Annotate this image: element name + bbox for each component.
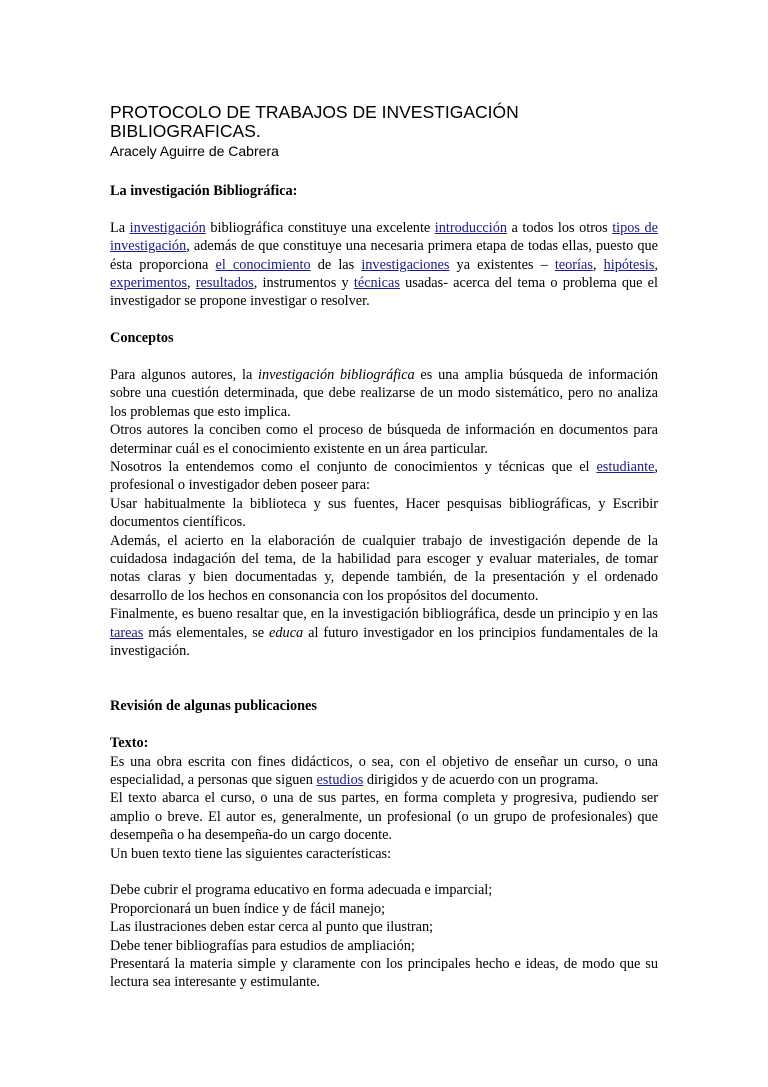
document-title-line-1: PROTOCOLO DE TRABAJOS DE INVESTIGACIÓN xyxy=(110,102,519,122)
link-tareas[interactable]: tareas xyxy=(110,624,144,641)
link-teorias[interactable]: teorías xyxy=(554,256,593,273)
link-tecnicas[interactable]: técnicas xyxy=(353,275,400,292)
link-estudiante[interactable]: estudiante xyxy=(596,459,655,476)
subheading-texto: Texto: xyxy=(110,735,149,752)
paragraph-conceptos-2: Otros autores la conciben como el proceso de búsqueda de información en documentos para determinar cuál es el conocimiento existente en un área particular. xyxy=(110,422,658,457)
text-span: , instrumentos y xyxy=(253,275,354,292)
paragraph-conceptos-4: Usar habitualmente la biblioteca y sus fuentes, Hacer pesquisas bibliográficas, y Escribir documentos científicos. xyxy=(110,495,658,531)
text-span: al futuro investigador en los principios fundamentales de la investigación. xyxy=(110,624,658,660)
link-introduccion[interactable]: introducción xyxy=(434,219,508,236)
link-resultados[interactable]: resultados xyxy=(195,275,254,292)
text-span: a todos los otros xyxy=(507,219,613,236)
link-estudios[interactable]: estudios xyxy=(316,771,364,788)
list-item: Debe tener bibliografías para estudios de ampliación; xyxy=(110,937,415,954)
text-span: Es una obra escrita con fines didácticos, o sea, con el objetivo de enseñar un curso, o una especialidad, a personas que siguen xyxy=(110,753,658,788)
text-span: , profesional o investigador deben poseer para: xyxy=(110,459,658,494)
text-span: ya existentes – xyxy=(449,256,555,273)
link-investigaciones[interactable]: investigaciones xyxy=(361,256,450,273)
paragraph-texto-2: El texto abarca el curso, o una de sus partes, en forma completa y progresiva, pudiendo ser amplio o breve. El autor es, generalmente, un profesional (o un grupo de profesionales) que desempeña o ha desempeña-do un cargo docente. xyxy=(110,790,658,844)
text-span: más elementales, se xyxy=(143,624,270,641)
text-span: , además de que constituye una necesaria primera etapa de todas ellas, puesto que ésta proporciona xyxy=(110,238,658,273)
document-page xyxy=(110,103,658,992)
paragraph-texto-3: Un buen texto tiene las siguientes características: xyxy=(110,845,392,862)
emphasis-educa: educa xyxy=(269,624,304,641)
link-hipotesis[interactable]: hipótesis xyxy=(603,256,655,273)
list-item: Las ilustraciones deben estar cerca al punto que ilustran; xyxy=(110,919,434,936)
text-span: usadas- acerca del tema o problema que el investigador se propone investigar o resolver. xyxy=(110,275,659,310)
document-title-line-2: BIBLIOGRAFICAS. xyxy=(110,121,261,141)
text-span: La xyxy=(110,219,130,236)
list-item: Proporcionará un buen índice y de fácil manejo; xyxy=(110,900,386,917)
list-item-last: Presentará la materia simple y claramente con los principales hecho e ideas, de modo que su lectura sea interesante y estimulante. xyxy=(110,955,658,991)
title-block xyxy=(110,103,658,160)
document-body xyxy=(110,160,658,992)
text-span: es una amplia búsqueda de información sobre una cuestión determinada, que debe realizarse de un modo sistemático, pero no analiza los problemas que esto implica. xyxy=(110,367,658,420)
text-span: , xyxy=(654,256,658,273)
link-el-conocimiento[interactable]: el conocimiento xyxy=(215,256,311,273)
link-investigacion[interactable]: investigación xyxy=(129,219,206,236)
link-tipos-de-investigacion[interactable]: tipos de investigación xyxy=(110,219,658,255)
text-span: , xyxy=(187,275,196,292)
paragraph-conceptos-5: Además, el acierto en la elaboración de cualquier trabajo de investigación depende de la cuidadosa indagación del tema, de la habilidad para escoger y evaluar materiales, de tomar notas claras y bien documentadas y, depende también, de la presentación y el ordenado desarrollo de los hechos en consonancia con los propósitos del documento. xyxy=(110,532,658,604)
paragraph-conceptos-1 xyxy=(110,366,658,421)
text-span: de las xyxy=(310,256,362,273)
text-span: Para algunos autores, la xyxy=(110,367,259,384)
text-span: , xyxy=(592,256,604,273)
text-span: Finalmente, es bueno resaltar que, en la investigación bibliográfica, desde un principio y en las xyxy=(110,606,658,623)
link-experimentos[interactable]: experimentos xyxy=(110,275,188,292)
list-item: Debe cubrir el programa educativo en forma adecuada e imparcial; xyxy=(110,882,493,899)
paragraph-conceptos-3 xyxy=(110,458,658,495)
paragraph-texto-1 xyxy=(110,753,658,790)
paragraph-conceptos-6 xyxy=(110,605,658,660)
section-heading-revision: Revisión de algunas publicaciones xyxy=(110,698,317,715)
text-span: Nosotros la entendemos como el conjunto de conocimientos y técnicas que el xyxy=(110,459,597,476)
emphasis-investigacion-bibliografica: investigación bibliográfica xyxy=(258,367,415,384)
section-heading-conceptos: Conceptos xyxy=(110,330,174,347)
text-span: bibliográfica constituye una excelente xyxy=(205,219,435,236)
section-heading-investigacion: La investigación Bibliográfica: xyxy=(110,183,298,199)
text-span: dirigidos y de acuerdo con un programa. xyxy=(363,771,599,788)
paragraph-investigacion-bibliografica xyxy=(110,219,658,311)
author-name: Aracely Aguirre de Cabrera xyxy=(110,143,279,159)
